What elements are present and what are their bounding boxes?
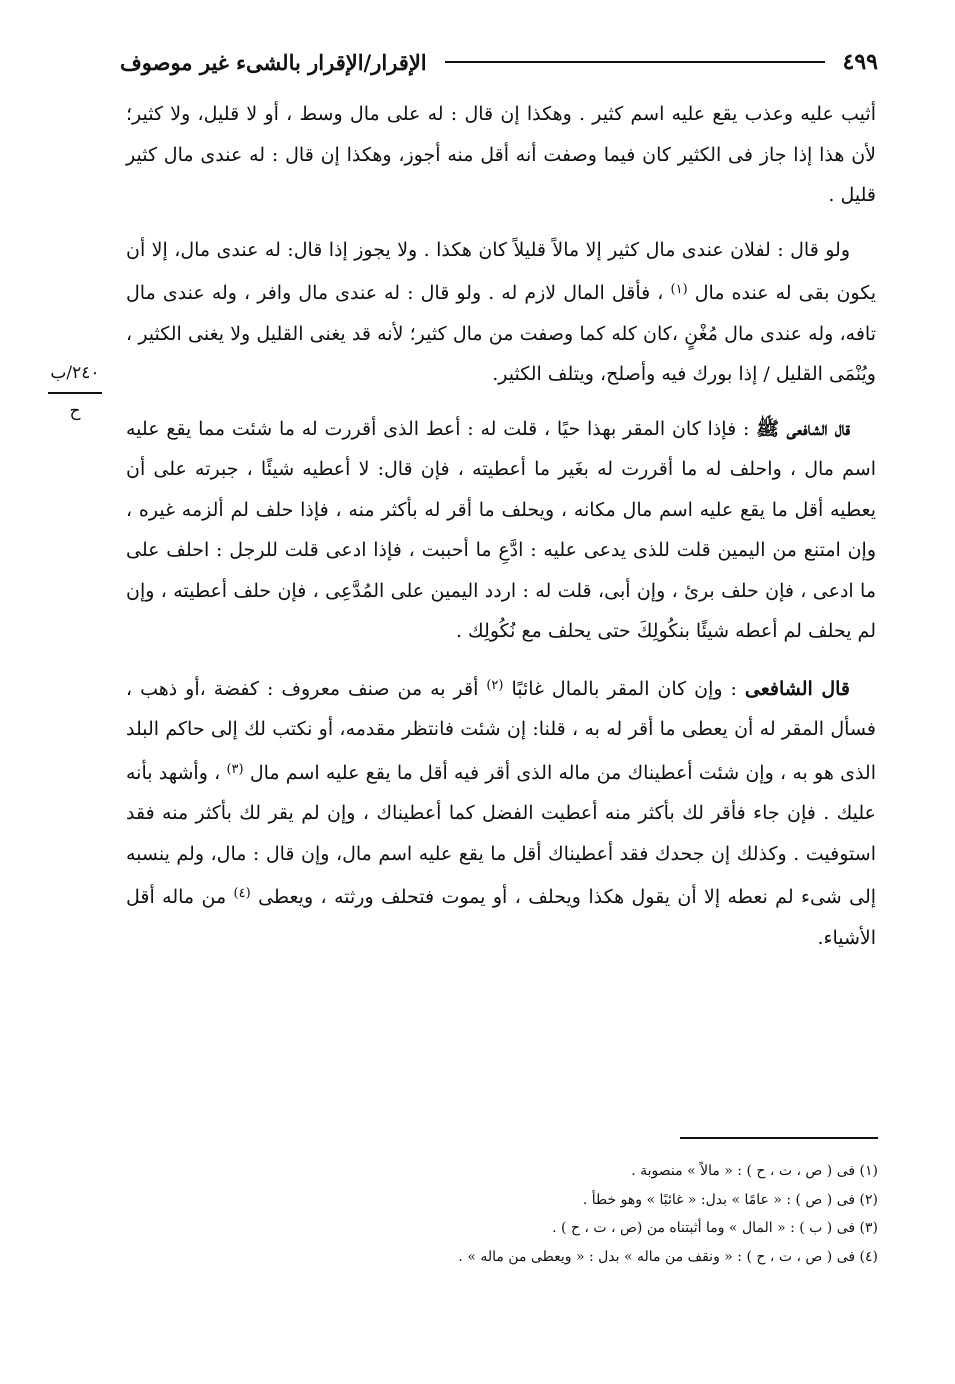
- paragraph-text: ، وأشهد بأنه عليك . فإن جاء فأقر لك بأكثر منه أعطيت الفضل كما أعطيناك ، وإن لم يقر لك بأكثر منه فقد استوفيت . وكذلك إن جحدك فقد أعطيناك أقل ما يقع عليه اسم مال، وإن قال : مال، ولم ينسبه إلى شىء لم نعطه إلا أن يقول هكذا ويحلف ، أو يموت فتحلف ورثته ، ويعطى: [126, 761, 877, 908]
- paragraph-text: : فإذا كان المقر بهذا حيًا ، قلت له : أعط الذى أقررت له ما شئت مما يقع عليه اسم مال ، واحلف له ما أقررت له بغَير ما أعطيته ، فإن قال: لا أعطيه شيئًا ، جبرته على أن يعطيه أقل ما يقع عليه اسم مال مكانه ، ويحلف ما أقر له بأكثر منه ، فإذا حلف لم ألزمه غيره ، وإن امتنع من اليمين قلت للذى يدعى عليه : ادَّعِ ما أحببت ، فإذا ادعى قلت للرجل : احلف على ما ادعى ، فإن حلف برئ ، وإن أبى، قلت له : اردد اليمين على المُدَّعِى ، فإن حلف أعطيته ، وإن لم يحلف لم أعطه شيئًا بنكُولِكَ حتى يحلف مع نُكُولِك .: [126, 417, 876, 642]
- footnote-3: (٣) فى ( ب ) : « المال » وما أثبتناه من (ص ، ت ، ح ) .: [552, 1220, 878, 1236]
- speaker-label: قال الشافعى ﷺ: [756, 417, 850, 440]
- footnote-2: (٢) فى ( ص ) : « عامًا » بدل: « غائبًا » وهو خطأ .: [582, 1191, 878, 1208]
- speaker-label: قال الشافعى: [744, 677, 851, 700]
- footnote-1: (١) فى ( ص ، ت ، ح ) : « مالاً » منصوبة .: [631, 1163, 878, 1179]
- footnote-ref-4: (٤): [233, 886, 251, 901]
- footnote-ref-3: (٣): [226, 761, 244, 777]
- paragraph-text: ولو قال : لفلان عندى مال كثير إلا مالاً قليلاً كان هكذا . ولا يجوز إذا قال: له عندى مال، إلا أن يكون بقى له عنده مال: [126, 238, 877, 304]
- paragraph-text: أقر به من صنف معروف : كفضة ،أو ذهب ، فسأل المقر له أن يعطى ما أقر له به ، قلنا: إن شئت فانتظر مقدمه، أو نكتب لك إلى حاكم البلد الذى هو به ، وإن شئت أعطيناك من ماله الذى أقر فيه أقل ما يقع عليه اسم مال: [126, 677, 876, 784]
- paragraph-3: [126, 409, 876, 652]
- footnotes: [300, 1157, 878, 1271]
- paragraph-2: [126, 230, 876, 395]
- header-rule: [445, 61, 825, 63]
- margin-note: [40, 360, 110, 424]
- page-number: ٤٩٩: [842, 49, 878, 75]
- paragraph-text: أثيب عليه وعذب يقع عليه اسم كثير . وهكذا إن قال : له على مال وسط ، أو لا قليل، ولا كثير؛ لأن هذا إذا جاز فى الكثير كان فيما وصفت أنه أقل منه أجوز، وهكذا إن قال : له عندى مال كثير قليل .: [126, 103, 876, 206]
- page-header: [120, 44, 878, 80]
- running-title: الإقرار/الإقرار بالشىء غير موصوف: [120, 49, 427, 75]
- margin-folio: ٢٤٠/ب: [50, 363, 100, 383]
- footnote-rule: [680, 1137, 878, 1139]
- paragraph-text: : وإن كان المقر بالمال غائبًا: [503, 677, 745, 700]
- paragraph-text: ، فأقل المال لازم له . ولو قال : له عندى مال وافر ، وله عندى مال تافه، وله عندى مال مُغْنٍ ،كان كله كما وصفت من مال كثير؛ لأنه قد يغنى القليل ولا يغنى الكثير ، ويُنْمَى القليل / إذا بورك فيه وأصلح، ويتلف الكثير.: [126, 282, 876, 385]
- footnote-ref-2: (٢): [486, 677, 504, 693]
- paragraph-text: من ماله أقل الأشياء.: [126, 886, 876, 949]
- footnote-4: (٤) فى ( ص ، ت ، ح ) : « ونقف من ماله » بدل : « ويعطى من ماله » .: [458, 1248, 878, 1265]
- footnote-ref-1: (١): [670, 282, 688, 297]
- margin-rule: [48, 392, 102, 394]
- margin-manuscript: ح: [69, 401, 81, 421]
- paragraph-1: [126, 94, 876, 216]
- paragraph-4: [126, 666, 876, 959]
- main-text: [126, 94, 876, 972]
